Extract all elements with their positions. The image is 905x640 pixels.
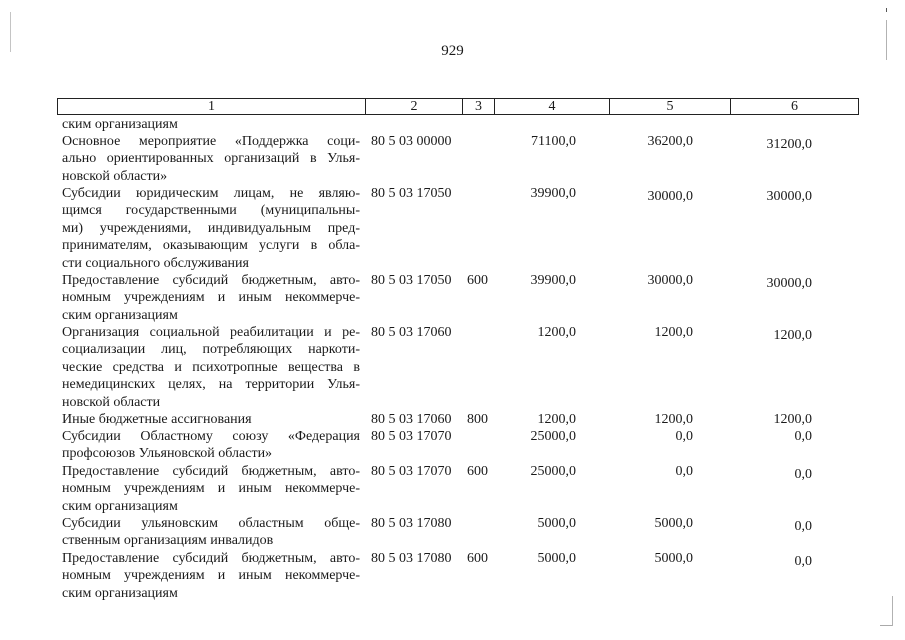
amount-col-4: 1200,0	[537, 325, 576, 340]
row-description	[62, 272, 360, 324]
column-header-3: 3	[463, 99, 495, 114]
amount-col-4: 71100,0	[531, 134, 576, 149]
amount-col-6: 0,0	[794, 429, 812, 444]
target-code: 80 5 03 17080	[371, 551, 452, 566]
amount-col-4: 39900,0	[530, 186, 576, 201]
description-line: ческие средства и психотропные вещества в	[62, 359, 360, 375]
amount-col-5: 5000,0	[654, 551, 693, 566]
amount-col-6: 30000,0	[766, 276, 812, 291]
amount-col-6: 1200,0	[773, 328, 812, 343]
scan-artifact	[886, 20, 887, 60]
page-number: 929	[441, 43, 464, 59]
description-line: ственным организациям инвалидов	[62, 533, 274, 549]
expense-type: 800	[467, 412, 488, 427]
row-description	[62, 133, 360, 185]
amount-col-5: 30000,0	[647, 273, 693, 288]
amount-col-6: 0,0	[794, 554, 812, 569]
description-line: ским организациям	[62, 585, 178, 601]
target-code: 80 5 03 17050	[371, 186, 452, 201]
description-line: новской области	[62, 394, 161, 410]
column-header-1: 1	[58, 99, 366, 114]
description-line: номным учреждениям и иным некоммерче-	[62, 481, 360, 497]
target-code: 80 5 03 17060	[371, 325, 452, 340]
description-line: новской области»	[62, 168, 168, 184]
description-line: номным учреждениям и иным некоммерче-	[62, 290, 360, 306]
amount-col-4: 5000,0	[537, 516, 576, 531]
description-line: щимся государственными (муниципальны-	[62, 203, 360, 219]
row-description	[62, 185, 360, 272]
expense-type: 600	[467, 464, 488, 479]
expense-type: 600	[467, 551, 488, 566]
description-line: Организация социальной реабилитации и ре-	[62, 325, 360, 340]
amount-col-5: 1200,0	[654, 412, 693, 427]
target-code: 80 5 03 00000	[371, 134, 452, 149]
scan-artifact	[880, 625, 892, 626]
description-line: Предоставление субсидий бюджетным, авто-	[62, 551, 360, 566]
row-description	[62, 411, 360, 428]
amount-col-4: 1200,0	[537, 412, 576, 427]
description-line: принимателям, оказывающим услуги в обла-	[62, 238, 360, 254]
row-description	[62, 515, 360, 550]
description-line: Основное мероприятие «Поддержка соци-	[62, 134, 360, 149]
description-line: Иные бюджетные ассигнования	[62, 412, 252, 427]
amount-col-5: 1200,0	[654, 325, 693, 340]
scan-artifact	[10, 12, 11, 52]
description-line: сти социального обслуживания	[62, 255, 249, 271]
description-line: профсоюзов Ульяновской области»	[62, 446, 273, 462]
amount-col-6: 0,0	[794, 467, 812, 482]
amount-col-5: 0,0	[675, 464, 693, 479]
amount-col-5: 5000,0	[654, 516, 693, 531]
amount-col-5: 30000,0	[647, 189, 693, 204]
target-code: 80 5 03 17070	[371, 429, 452, 444]
target-code: 80 5 03 17080	[371, 516, 452, 531]
row-description	[62, 324, 360, 411]
description-line: ским организациям	[62, 307, 178, 323]
row-description	[62, 116, 360, 133]
description-line: Субсидии Областному союзу «Федерация	[62, 429, 360, 444]
target-code: 80 5 03 17050	[371, 273, 452, 288]
description-line: Предоставление субсидий бюджетным, авто-	[62, 273, 360, 288]
amount-col-4: 25000,0	[530, 464, 576, 479]
description-line: Субсидии ульяновским областным обще-	[62, 516, 360, 531]
amount-col-4: 25000,0	[530, 429, 576, 444]
description-line: ми) учреждениями, индивидуальным пред-	[62, 220, 360, 236]
amount-col-6: 31200,0	[766, 137, 812, 152]
scan-artifact	[892, 596, 893, 626]
amount-col-4: 5000,0	[537, 551, 576, 566]
amount-col-4: 39900,0	[530, 273, 576, 288]
amount-col-5: 36200,0	[647, 134, 693, 149]
target-code: 80 5 03 17060	[371, 412, 452, 427]
description-line: Предоставление субсидий бюджетным, авто-	[62, 464, 360, 479]
description-line: ским организациям	[62, 117, 178, 132]
column-header-6: 6	[791, 99, 798, 114]
expense-type: 600	[467, 273, 488, 288]
description-line: ским организациям	[62, 498, 178, 514]
row-description	[62, 550, 360, 602]
description-line: номным учреждениям и иным некоммерче-	[62, 568, 360, 584]
row-description	[62, 428, 360, 463]
amount-col-6: 30000,0	[766, 189, 812, 204]
description-line: немедицинских целях, на территории Улья-	[62, 377, 360, 393]
description-line: ально ориентированных организаций в Улья-	[62, 151, 360, 167]
target-code: 80 5 03 17070	[371, 464, 452, 479]
row-description	[62, 463, 360, 515]
description-line: социализации лиц, потребляющих наркоти-	[62, 342, 360, 358]
amount-col-6: 1200,0	[773, 412, 812, 427]
description-line: Субсидии юридическим лицам, не являю-	[62, 186, 360, 201]
column-header-5: 5	[610, 99, 731, 114]
column-header-2: 2	[366, 99, 463, 114]
amount-col-5: 0,0	[675, 429, 693, 444]
column-header-4: 4	[495, 99, 610, 114]
amount-col-6: 0,0	[794, 519, 812, 534]
scan-artifact	[886, 8, 887, 12]
